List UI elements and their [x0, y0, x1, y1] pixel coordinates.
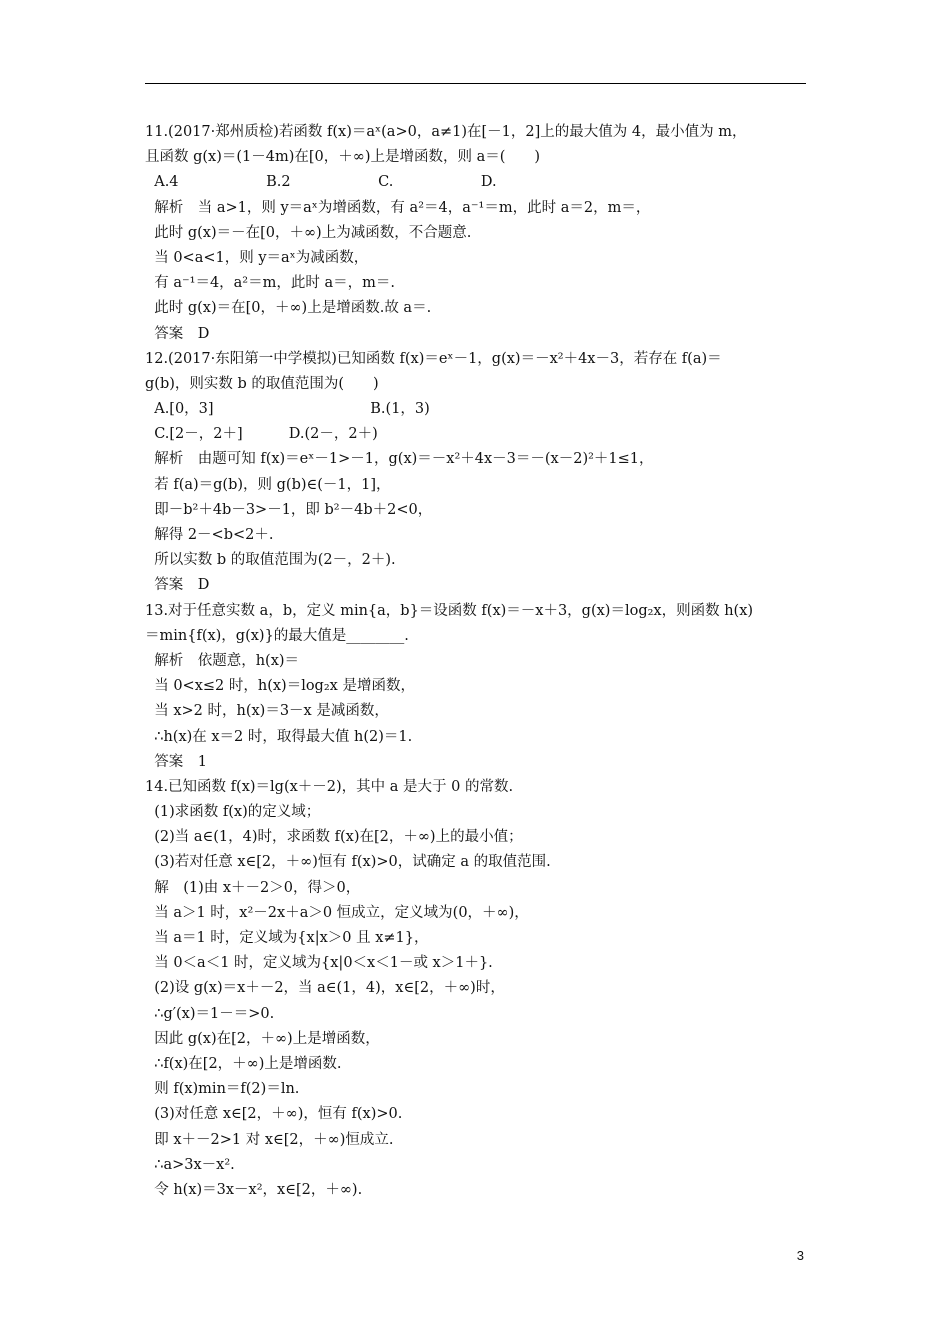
text-line: 答案 D: [145, 325, 210, 342]
text-line: 解得 2－<b<2＋.: [145, 527, 274, 543]
text-line: 因此 g(x)在[2，＋∞)上是增函数，: [145, 1030, 380, 1047]
header-rule: [145, 83, 806, 84]
text-line: (2)当 a∈(1，4)时，求函数 f(x)在[2，＋∞)上的最小值；: [145, 829, 523, 846]
text-line: A.[0，3] B.(1，3): [145, 401, 430, 418]
text-line: ∴f(x)在[2，＋∞)上是增函数.: [145, 1055, 342, 1072]
text-line: 当 x>2 时，h(x)＝3－x 是减函数，: [145, 703, 389, 720]
text-line: 此时 g(x)＝－在[0，＋∞)上为减函数，不合题意.: [145, 224, 472, 241]
text-line: 当 a＞1 时，x²－2x＋a＞0 恒成立，定义域为(0，＋∞)，: [145, 904, 529, 921]
text-line: 若 f(a)＝g(b)，则 g(b)∈(－1，1]，: [145, 476, 391, 493]
text-line: 令 h(x)＝3x－x²，x∈[2，＋∞).: [145, 1181, 363, 1198]
text-line: 且函数 g(x)＝(1－4m)在[0，＋∞)上是增函数，则 a＝( ): [145, 149, 541, 166]
text-line: 14.已知函数 f(x)＝lg(x＋－2)，其中 a 是大于 0 的常数.: [145, 778, 514, 795]
text-line: (3)若对任意 x∈[2，＋∞)恒有 f(x)>0，试确定 a 的取值范围.: [145, 854, 551, 871]
text-line: 所以实数 b 的取值范围为(2－，2＋).: [145, 552, 396, 569]
text-line: 此时 g(x)＝在[0，＋∞)上是增函数.故 a＝.: [145, 300, 432, 317]
text-line: 当 0<a<1，则 y＝aˣ为减函数，: [145, 249, 369, 266]
text-line: ＝min{f(x)，g(x)}的最大值是________.: [145, 627, 409, 644]
text-line: 答案 D: [145, 577, 210, 594]
text-line: 解析 依题意，h(x)＝: [145, 652, 300, 669]
text-line: 11.(2017·郑州质检)若函数 f(x)＝aˣ(a>0，a≠1)在[－1，2]上的最大值为 4，最小值为 m，: [145, 124, 747, 140]
page-content: [145, 120, 810, 1203]
text-line: ∴g′(x)＝1－＝>0.: [145, 1005, 275, 1022]
text-line: ∴h(x)在 x＝2 时，取得最大值 h(2)＝1.: [145, 728, 413, 745]
text-line: 则 f(x)min＝f(2)＝ln.: [145, 1081, 300, 1098]
text-line: 即 x＋－2>1 对 x∈[2，＋∞)恒成立.: [145, 1131, 394, 1148]
text-line: g(b)，则实数 b 的取值范围为( ): [145, 375, 379, 392]
text-line: 当 0＜a＜1 时，定义域为{x|0＜x＜1－或 x＞1＋}.: [145, 955, 493, 972]
text-line: 当 a＝1 时，定义域为{x|x＞0 且 x≠1}，: [145, 930, 429, 946]
text-line: A.4 B.2 C. D.: [145, 174, 497, 191]
text-line: 答案 1: [145, 753, 207, 770]
text-line: 当 0<x≤2 时，h(x)＝log₂x 是增函数，: [145, 678, 415, 695]
text-line: 13.对于任意实数 a，b，定义 min{a，b}＝设函数 f(x)＝－x＋3，g(x)＝log₂x，则函数 h(x): [145, 602, 754, 619]
text-line: ∴a>3x－x².: [145, 1156, 235, 1173]
text-line: 解析 由题可知 f(x)＝eˣ－1>－1，g(x)＝－x²＋4x－3＝－(x－2)²＋1≤1，: [145, 451, 654, 468]
text-line: 有 a⁻¹＝4，a²＝m，此时 a＝，m＝.: [145, 275, 395, 292]
text-line: (1)求函数 f(x)的定义域；: [145, 804, 321, 821]
text-line: 12.(2017·东阳第一中学模拟)已知函数 f(x)＝eˣ－1，g(x)＝－x²＋4x－3，若存在 f(a)＝: [145, 350, 722, 367]
text-line: 即－b²＋4b－3>－1，即 b²－4b＋2<0，: [145, 501, 433, 518]
text-line: 解析 当 a>1，则 y＝aˣ为增函数，有 a²＝4，a⁻¹＝m，此时 a＝2，m＝，: [145, 199, 651, 216]
text-line: C.[2－，2＋] D.(2－，2＋): [145, 426, 378, 443]
text-line: (3)对任意 x∈[2，＋∞)，恒有 f(x)>0.: [145, 1106, 403, 1123]
page-number: 3: [796, 1248, 804, 1263]
text-line: 解 (1)由 x＋－2＞0，得＞0，: [145, 879, 361, 896]
text-line: (2)设 g(x)＝x＋－2，当 a∈(1，4)，x∈[2，＋∞)时，: [145, 980, 505, 997]
